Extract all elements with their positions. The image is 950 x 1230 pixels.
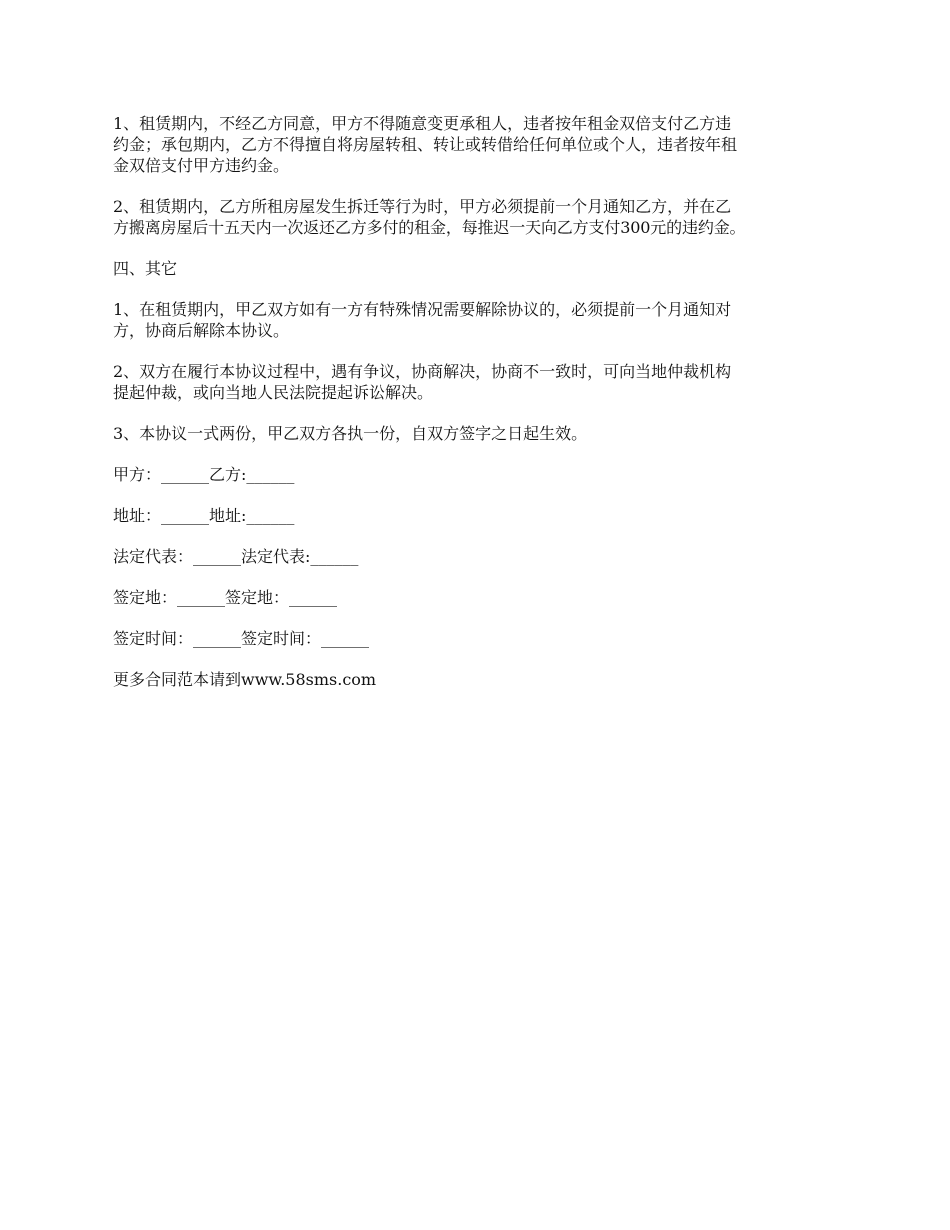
signature-field: 签定时间：______签定时间：______: [113, 629, 370, 648]
other-1-paragraph: [113, 299, 843, 341]
text-line: 2、双方在履行本协议过程中，遇有争议，协商解决，协商不一致时，可向当地仲裁机构: [113, 362, 732, 381]
signature-field: 地址：______地址:______: [113, 506, 295, 525]
signature-party: [113, 464, 843, 485]
text-line: 方搬离房屋后十五天内一次返还乙方多付的租金，每推迟一天向乙方支付300元的违约金。: [113, 218, 746, 237]
text-line: 1、租赁期内，不经乙方同意，甲方不得随意变更承租人，违者按年租金双倍支付乙方违: [113, 114, 732, 133]
section-title: 四、其它: [113, 259, 178, 278]
footer-note: [113, 669, 843, 690]
footer-text: 更多合同范本请到www.58sms.com: [113, 670, 377, 689]
clause-2-paragraph: [113, 196, 843, 238]
text-line: 1、在租赁期内，甲乙双方如有一方有特殊情况需要解除协议的，必须提前一个月通知对: [113, 300, 732, 319]
signature-date: [113, 628, 843, 649]
other-3-paragraph: [113, 423, 843, 444]
clause-1-paragraph: [113, 113, 843, 176]
text-line: 3、本协议一式两份，甲乙双方各执一份，自双方签字之日起生效。: [113, 424, 588, 443]
text-line: 2、租赁期内，乙方所租房屋发生拆迁等行为时，甲方必须提前一个月通知乙方，并在乙: [113, 197, 732, 216]
signature-field: 甲方：______乙方:______: [113, 465, 295, 484]
section-heading: [113, 258, 843, 279]
text-line: 金双倍支付甲方违约金。: [113, 156, 290, 175]
other-2-paragraph: [113, 361, 843, 403]
signature-address: [113, 505, 843, 526]
signature-legal-rep: [113, 546, 843, 567]
text-line: 提起仲裁，或向当地人民法院提起诉讼解决。: [113, 383, 434, 402]
signature-field: 签定地：______签定地：______: [113, 588, 338, 607]
text-line: 约金；承包期内，乙方不得擅自将房屋转租、转让或转借给任何单位或个人，违者按年租: [113, 135, 738, 154]
signature-field: 法定代表：______法定代表:______: [113, 547, 359, 566]
signature-place: [113, 587, 843, 608]
text-line: 方，协商后解除本协议。: [113, 321, 290, 340]
document-body: [113, 113, 843, 710]
